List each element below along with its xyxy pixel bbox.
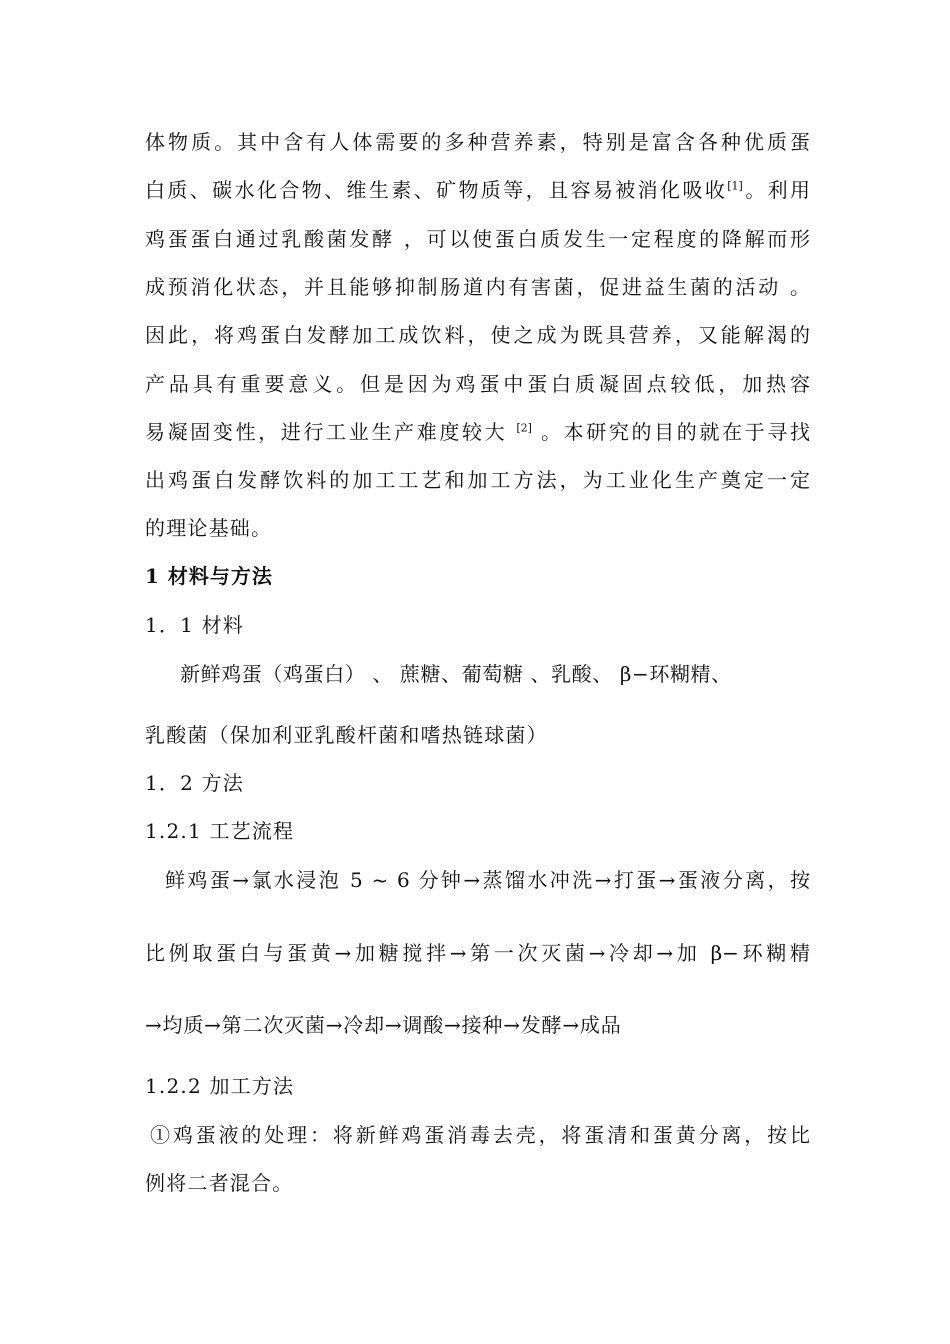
intro-line-7-text: 易凝固变性，进行工业生产难度较大 [145, 420, 508, 444]
materials-line-2: 乳酸菌（保加利亚乳酸杆菌和嗜热链球菌） [145, 723, 548, 747]
process-flow-line-2: 比例取蛋白与蛋黄→加糖搅拌→第一次灭菌→冷却→加 β−环糊精 [145, 941, 810, 965]
intro-line-1: 体物质。其中含有人体需要的多种营养素，特别是富含各种优质蛋 [145, 130, 810, 154]
section-heading-materials-methods: 1 材料与方法 [145, 564, 273, 588]
intro-line-2 [145, 175, 810, 205]
intro-line-7-tail: 。本研究的目的就在于寻找 [540, 420, 811, 444]
process-flow-line-1: 鲜鸡蛋→氯水浸泡 5 ~ 6 分钟→蒸馏水冲洗→打蛋→蛋液分离，按 [165, 868, 810, 892]
intro-line-6: 产品具有重要意义。但是因为鸡蛋中蛋白质凝固点较低，加热容 [145, 372, 810, 396]
intro-line-4: 成预消化状态，并且能够抑制肠道内有害菌，促进益生菌的活动 。 [145, 275, 810, 299]
subsection-heading-processing-method: 1.2.2 加工方法 [145, 1074, 295, 1098]
process-flow-line-3: →均质→第二次灭菌→冷却→调酸→接种→发酵→成品 [145, 1013, 622, 1037]
intro-line-3: 鸡蛋蛋白通过乳酸菌发酵 ，可以使蛋白质发生一定程度的降解而形 [145, 227, 810, 251]
citation-ref-1: [1] [727, 179, 743, 193]
method-line-1: ①鸡蛋液的处理：将新鲜鸡蛋消毒去壳，将蛋清和蛋黄分离，按比 [150, 1123, 810, 1147]
subsection-heading-process-flow: 1.2.1 工艺流程 [145, 819, 295, 843]
intro-line-9: 的理论基础。 [145, 516, 273, 540]
intro-line-2-tail: 。利用 [742, 178, 811, 202]
method-line-2: 例将二者混合。 [145, 1171, 294, 1195]
intro-line-7 [145, 417, 810, 447]
intro-line-5: 因此，将鸡蛋白发酵加工成饮料，使之成为既具营养，又能解渴的 [145, 323, 810, 347]
citation-ref-2: [2] [516, 421, 532, 435]
intro-line-2-text: 白质、碳水化合物、维生素、矿物质等，且容易被消化吸收 [145, 178, 728, 202]
subsection-heading-methods: 1．2 方法 [145, 771, 245, 795]
subsection-heading-materials: 1．1 材料 [145, 613, 245, 637]
intro-line-8: 出鸡蛋白发酵饮料的加工工艺和加工方法，为工业化生产奠定一定 [145, 468, 810, 492]
materials-line-1: 新鲜鸡蛋（鸡蛋白） 、 蔗糖、葡萄糖 、乳酸、 β−环糊精、 [180, 662, 732, 686]
